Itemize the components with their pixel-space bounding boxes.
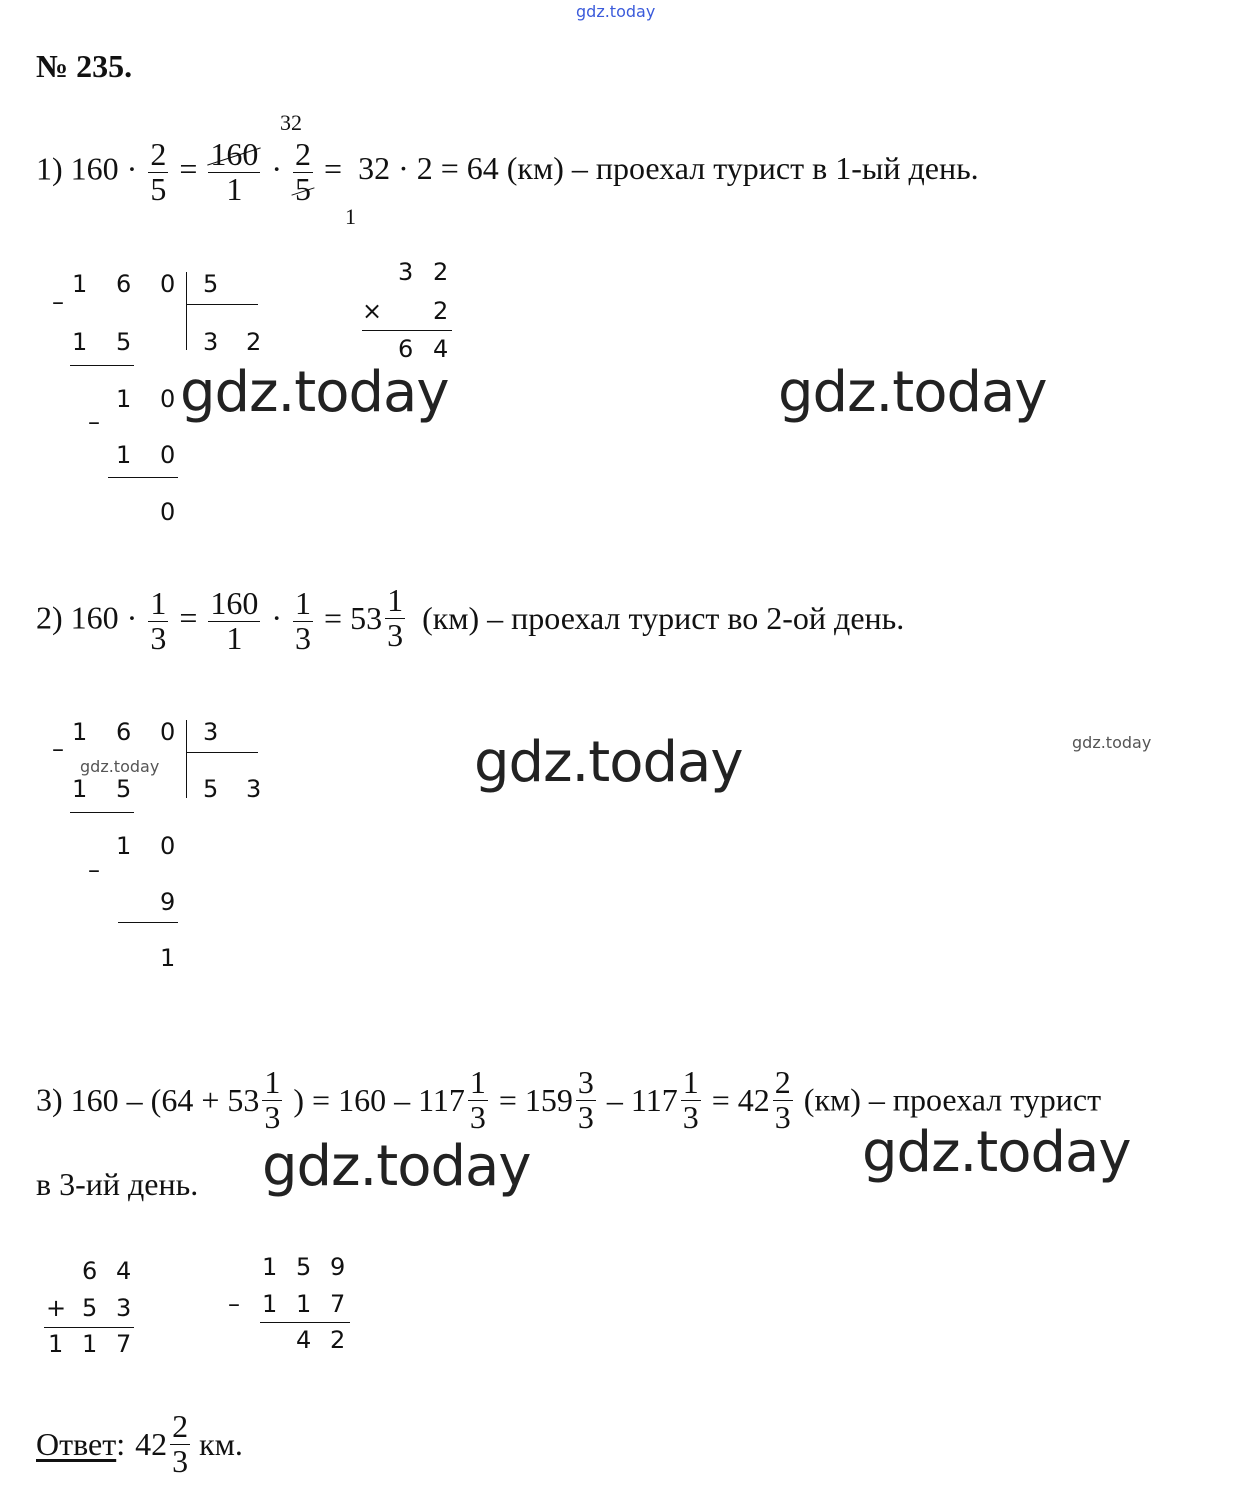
div2-rem1-1: 1 bbox=[116, 832, 132, 860]
fraction-numerator: 1 bbox=[264, 1064, 281, 1100]
mul1-sign: × bbox=[362, 297, 383, 325]
add-top-1: 6 bbox=[82, 1257, 98, 1285]
add-line bbox=[44, 1327, 134, 1328]
div1-quotient-1: 3 bbox=[203, 328, 219, 356]
fraction-numerator: 3 bbox=[577, 1064, 594, 1100]
div2-divisor: 3 bbox=[203, 718, 219, 746]
div2-bracket-vertical bbox=[186, 720, 187, 798]
div1-line-1 bbox=[70, 365, 134, 366]
div1-sub2-2: 0 bbox=[160, 441, 176, 469]
step2-dot: · bbox=[126, 599, 138, 636]
add-result-3: 7 bbox=[116, 1330, 132, 1358]
watermark-1: gdz.today bbox=[180, 360, 449, 425]
fraction-numerator: 1 bbox=[682, 1064, 699, 1100]
answer-colon: : bbox=[116, 1425, 126, 1462]
div2-dividend-1: 1 bbox=[72, 718, 88, 746]
div1-quotient-2: 2 bbox=[246, 328, 262, 356]
step2-fraction-2 bbox=[208, 587, 260, 655]
add-sign: + bbox=[46, 1294, 67, 1322]
step3-fraction-a bbox=[262, 1066, 282, 1134]
fraction-denominator: 3 bbox=[682, 1098, 699, 1135]
fraction-numerator: 1 bbox=[295, 585, 312, 622]
step2-a: 160 bbox=[70, 599, 119, 636]
cancelled-number: 5 bbox=[295, 170, 312, 207]
div1-sub1-2: 5 bbox=[116, 328, 132, 356]
watermark-5: gdz.today bbox=[862, 1120, 1131, 1185]
div1-divisor: 5 bbox=[203, 270, 219, 298]
div2-minus-1: – bbox=[52, 735, 64, 763]
step3-line-2: в 3-ий день. bbox=[36, 1166, 199, 1202]
mul1-result-1: 6 bbox=[398, 335, 414, 363]
fraction-numerator: 1 bbox=[469, 1064, 486, 1100]
fraction-numerator bbox=[208, 138, 260, 173]
step2-fraction-1 bbox=[148, 587, 168, 655]
watermark-2: gdz.today bbox=[778, 360, 1047, 425]
fraction-denominator: 3 bbox=[295, 619, 312, 656]
step3-part-3 bbox=[499, 1066, 599, 1134]
answer-whole: 42 bbox=[135, 1425, 168, 1462]
add-top-2: 4 bbox=[116, 1257, 132, 1285]
step2-eq: = bbox=[179, 599, 198, 636]
step3-text-4: – 117 bbox=[606, 1081, 678, 1118]
fraction-denominator: 3 bbox=[774, 1098, 791, 1135]
step3-fraction-c bbox=[576, 1066, 596, 1134]
step2-fraction-4 bbox=[385, 584, 405, 652]
fraction-numerator: 2 bbox=[172, 1408, 189, 1444]
div2-sub1-1: 1 bbox=[72, 775, 88, 803]
fraction-denominator: 1 bbox=[226, 619, 243, 656]
div2-sub2: 9 bbox=[160, 888, 176, 916]
top-watermark: gdz.today bbox=[576, 2, 656, 21]
problem-title: № 235. bbox=[36, 48, 133, 84]
add-result-1: 1 bbox=[48, 1330, 64, 1358]
step3-text-6: (км) – проехал турист bbox=[803, 1081, 1102, 1118]
div1-rem1-2: 0 bbox=[160, 385, 176, 413]
div2-rem2: 1 bbox=[160, 944, 176, 972]
div2-line-1 bbox=[70, 812, 134, 813]
step3-part-5 bbox=[712, 1066, 796, 1134]
fraction-numerator: 1 bbox=[150, 585, 167, 622]
watermark-4: gdz.today bbox=[262, 1134, 531, 1199]
add-result-2: 1 bbox=[82, 1330, 98, 1358]
div1-dividend-3: 0 bbox=[160, 270, 176, 298]
div2-bracket-horizontal bbox=[186, 752, 258, 753]
div1-minus-1: – bbox=[52, 288, 64, 316]
step3-text-2: ) = 160 – 117 bbox=[293, 1081, 465, 1118]
div1-dividend-1: 1 bbox=[72, 270, 88, 298]
mul1-factor: 2 bbox=[433, 297, 449, 325]
step2-rest: (км) – проехал турист во 2-ой день. bbox=[422, 599, 905, 636]
sub-second-3: 7 bbox=[330, 1290, 346, 1318]
answer-unit: км. bbox=[199, 1425, 243, 1462]
step1-dot: · bbox=[126, 150, 138, 187]
sub-top-1: 1 bbox=[262, 1253, 278, 1281]
step2-fraction-3 bbox=[293, 587, 313, 655]
step1-label: 1) bbox=[36, 150, 63, 187]
fraction-denominator: 3 bbox=[577, 1098, 594, 1135]
watermark-small-2: gdz.today bbox=[1072, 733, 1152, 752]
sub-top-2: 5 bbox=[296, 1253, 312, 1281]
sub-top-3: 9 bbox=[330, 1253, 346, 1281]
fraction-numerator: 160 bbox=[210, 585, 259, 622]
div2-rem1-2: 0 bbox=[160, 832, 176, 860]
fraction-numerator: 1 bbox=[387, 582, 404, 618]
step3-part-2 bbox=[293, 1066, 491, 1134]
step1-fraction-3 bbox=[293, 138, 313, 206]
step3-fraction-d bbox=[681, 1066, 701, 1134]
div1-rem2: 0 bbox=[160, 498, 176, 526]
div2-quotient-1: 5 bbox=[203, 775, 219, 803]
step2-label: 2) bbox=[36, 599, 63, 636]
step1-eq: = bbox=[179, 150, 198, 187]
step3-label: 3) bbox=[36, 1081, 63, 1118]
div1-dividend-2: 6 bbox=[116, 270, 132, 298]
fraction-denominator: 3 bbox=[150, 619, 167, 656]
fraction-denominator: 3 bbox=[264, 1098, 281, 1135]
add-second-2: 3 bbox=[116, 1294, 132, 1322]
cancelled-number: 160 bbox=[210, 136, 259, 172]
step1-dot-2: · bbox=[271, 150, 283, 187]
fraction-numerator: 2 bbox=[774, 1064, 791, 1100]
mul1-line bbox=[362, 330, 452, 331]
step3-text-5: = 42 bbox=[711, 1081, 770, 1118]
mul1-top-2: 2 bbox=[433, 258, 449, 286]
step3-text-3: = 159 bbox=[498, 1081, 573, 1118]
div1-bracket-horizontal bbox=[186, 304, 258, 305]
div1-rem1-1: 1 bbox=[116, 385, 132, 413]
step2-eq2: = 53 bbox=[324, 599, 383, 636]
div2-line-2 bbox=[118, 922, 178, 923]
div1-line-2 bbox=[108, 477, 178, 478]
step3-text-1: 160 – (64 + 53 bbox=[70, 1081, 260, 1118]
step2-mixed bbox=[324, 584, 408, 652]
step1-rest: 32 · 2 = 64 (км) – проехал турист в 1-ый день. bbox=[358, 150, 979, 187]
watermark-small-1: gdz.today bbox=[80, 757, 160, 776]
step1-expression bbox=[36, 138, 979, 206]
watermark-3: gdz.today bbox=[474, 730, 743, 795]
mul1-top-1: 3 bbox=[398, 258, 414, 286]
sub-second-2: 1 bbox=[296, 1290, 312, 1318]
step1-fraction-1 bbox=[148, 138, 168, 206]
fraction-denominator: 1 bbox=[226, 170, 243, 207]
fraction-denominator: 3 bbox=[469, 1098, 486, 1135]
step1-fraction-2 bbox=[208, 138, 260, 206]
step1-eq-2: = bbox=[324, 150, 343, 187]
div1-bracket-vertical bbox=[186, 272, 187, 350]
answer-label: Ответ bbox=[36, 1425, 117, 1462]
div2-dividend-2: 6 bbox=[116, 718, 132, 746]
fraction-denominator: 5 bbox=[150, 170, 167, 207]
sub-result-1: 4 bbox=[296, 1326, 312, 1354]
cancel-bottom-1: 1 bbox=[345, 204, 356, 229]
mul1-result-2: 4 bbox=[433, 335, 449, 363]
cancel-top-32: 32 bbox=[280, 110, 302, 135]
answer-fraction bbox=[170, 1410, 190, 1478]
div2-dividend-3: 0 bbox=[160, 718, 176, 746]
step3-part-1 bbox=[71, 1066, 286, 1134]
sub-line bbox=[260, 1322, 350, 1323]
div2-quotient-2: 3 bbox=[246, 775, 262, 803]
fraction-denominator bbox=[293, 170, 313, 207]
fraction-denominator: 3 bbox=[172, 1442, 189, 1479]
sub-second-1: 1 bbox=[262, 1290, 278, 1318]
answer-line bbox=[36, 1410, 243, 1478]
step1-a: 160 bbox=[70, 150, 119, 187]
fraction-numerator: 2 bbox=[150, 136, 167, 172]
sub-result-2: 2 bbox=[330, 1326, 346, 1354]
sub-sign: – bbox=[228, 1290, 240, 1318]
add-second-1: 5 bbox=[82, 1294, 98, 1322]
div2-minus-2: – bbox=[88, 856, 100, 884]
div1-sub2-1: 1 bbox=[116, 441, 132, 469]
answer bbox=[36, 1410, 243, 1478]
fraction-denominator: 3 bbox=[387, 616, 404, 653]
step3-fraction-e bbox=[773, 1066, 793, 1134]
step2-dot-2: · bbox=[271, 599, 283, 636]
step2-expression bbox=[36, 584, 904, 655]
fraction-numerator: 2 bbox=[295, 136, 312, 172]
div1-sub1-1: 1 bbox=[72, 328, 88, 356]
div1-minus-2: – bbox=[88, 408, 100, 436]
step3-fraction-b bbox=[468, 1066, 488, 1134]
step3-part-4 bbox=[607, 1066, 704, 1134]
div2-sub1-2: 5 bbox=[116, 775, 132, 803]
